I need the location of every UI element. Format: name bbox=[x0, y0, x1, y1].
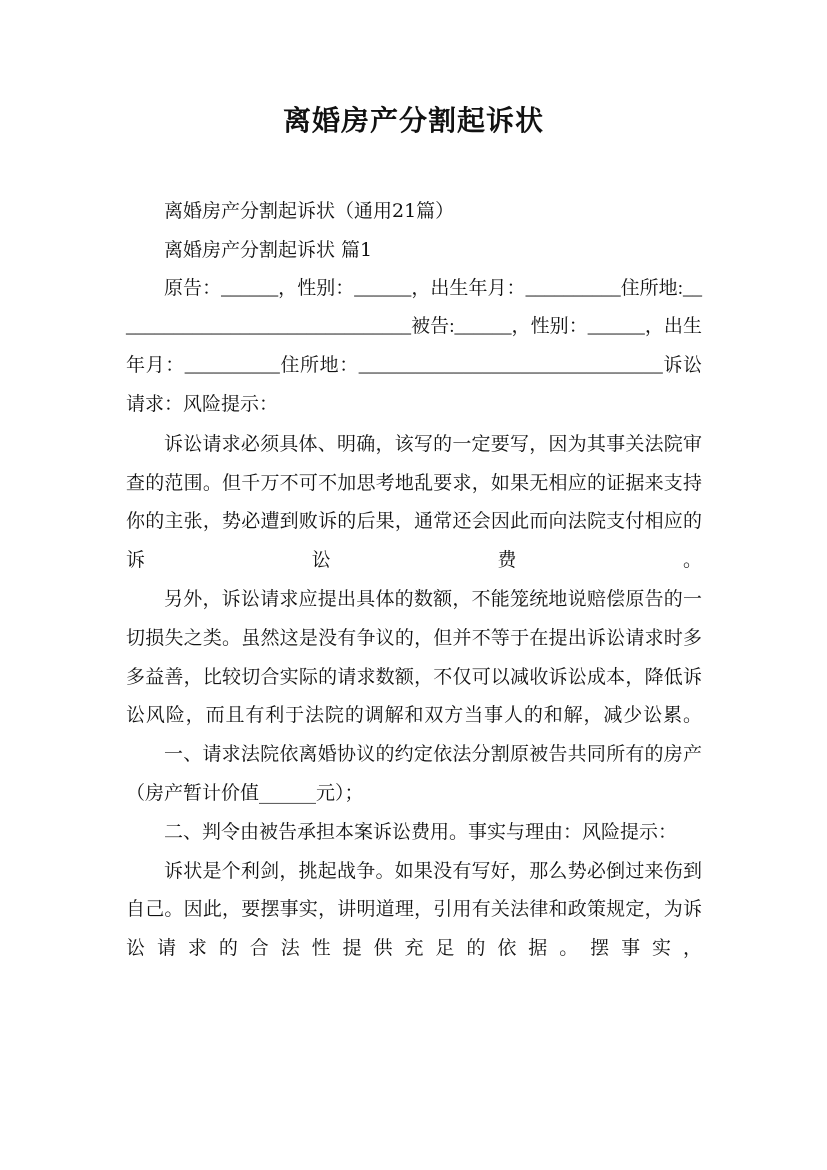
paragraph-claim-2: 二、判令由被告承担本案诉讼费用。事实与理由：风险提示： bbox=[164, 820, 678, 843]
paragraph-claim-tip-2: 另外，诉讼请求应提出具体的数额，不能笼统地说赔偿原告的一切损失之类。虽然这是没有争议的，但并不等于在提出诉讼请求时多多益善，比较切合实际的请求数额，不仅可以减收诉讼成本，降低诉讼风险，而且有利于法院的调解和双方当事人的和解，减少讼累。 bbox=[126, 587, 702, 727]
paragraph-claim-1: 一、请求法院依离婚协议的约定依法分割原被告共同所有的房产（房产暂计价值______元）； bbox=[126, 743, 702, 804]
paragraph-facts-tip: 诉状是个利剑，挑起战争。如果没有写好，那么势必倒过来伤到自己。因此，要摆事实，讲明道理，引用有关法律和政策规定，为诉讼请求的合法性提供充足的依据。摆事实， bbox=[126, 859, 702, 960]
paragraph-claim-tip-1: 诉讼请求必须具体、明确，该写的一定要写，因为其事关法院审查的范围。但千万不可不加思考地乱要求，如果无相应的证据来支持你的主张，势必遭到败诉的后果，通常还会因此而向法院支付相应的诉讼费。 bbox=[126, 432, 702, 572]
paragraph-section-heading: 离婚房产分割起诉状 篇1 bbox=[164, 238, 373, 261]
document-body bbox=[126, 192, 702, 968]
paragraph-party-info: 原告：______，性别：______，出生年月：__________住所地:________________________________被告:______，性别：______，出生年月：__________住所地：________________________________诉讼请求：风险提示： bbox=[126, 277, 702, 415]
paragraph-subtitle: 离婚房产分割起诉状（通用21篇） bbox=[164, 200, 455, 222]
document-title: 离婚房产分割起诉状 bbox=[282, 104, 544, 137]
